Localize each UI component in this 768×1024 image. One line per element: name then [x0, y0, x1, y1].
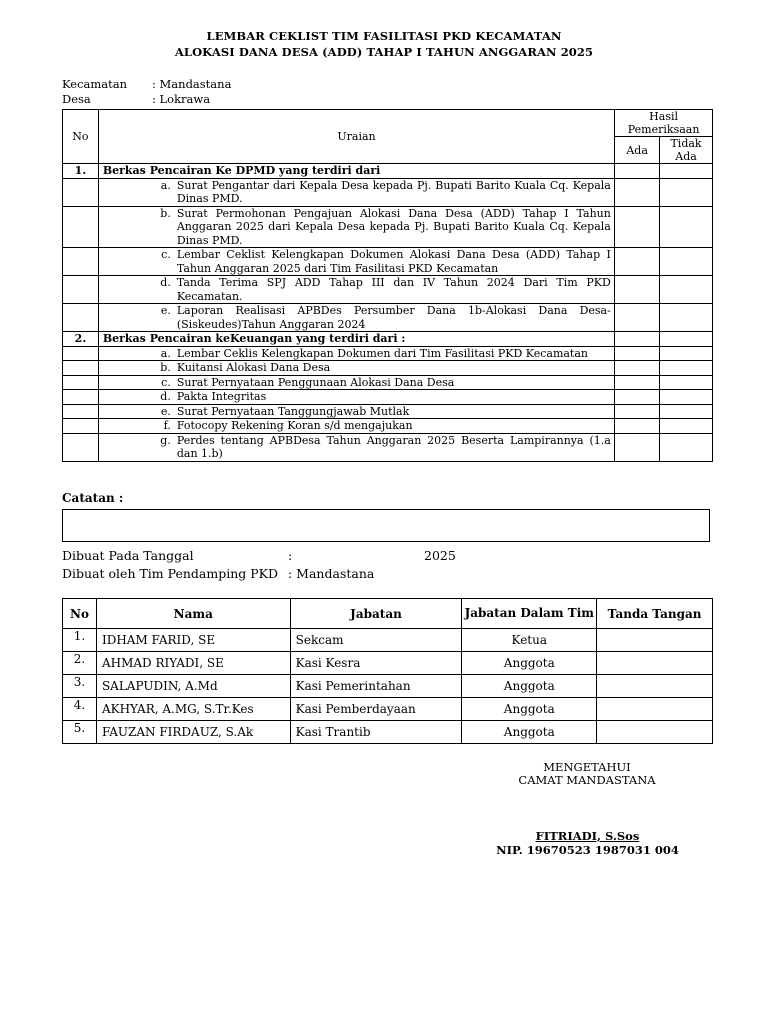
- team-role-cell: Ketua: [462, 629, 597, 652]
- item-letter: e.: [160, 404, 171, 418]
- team-role-cell: Anggota: [462, 652, 597, 675]
- team-no-cell: 5.: [63, 721, 97, 744]
- section-title: Berkas Pencairan keKeuangan yang terdiri dari :: [98, 332, 614, 347]
- dibuat-tanggal-row: [62, 548, 456, 563]
- ada-cell[interactable]: [615, 276, 660, 304]
- ada-cell[interactable]: [615, 375, 660, 390]
- item-letter: g.: [160, 433, 171, 447]
- item-number-cell: [63, 375, 99, 390]
- item-text: Lembar Ceklis Kelengkapan Dokumen dari Tim Fasilitasi PKD Kecamatan: [176, 346, 588, 360]
- col-uraian-header: Uraian: [98, 110, 614, 164]
- tidak-ada-cell[interactable]: [660, 361, 713, 376]
- item-number-cell: [63, 361, 99, 376]
- item-text: Perdes tentang APBDesa Tahun Anggaran 2025 Beserta Lampirannya (1.a dan 1.b): [176, 433, 611, 460]
- tidak-ada-cell[interactable]: [660, 419, 713, 434]
- ada-cell[interactable]: [615, 248, 660, 276]
- ada-cell[interactable]: [615, 206, 660, 248]
- catatan-box: [62, 509, 710, 542]
- team-no-cell: 2.: [63, 652, 97, 675]
- item-number-cell: [63, 206, 99, 248]
- section-title: Berkas Pencairan Ke DPMD yang terdiri dari: [98, 164, 614, 179]
- item-letter: c.: [161, 375, 171, 389]
- item-number-cell: [63, 419, 99, 434]
- tidak-ada-cell[interactable]: [660, 304, 713, 332]
- checklist-item-row: [63, 206, 713, 248]
- checklist-item-row: [63, 419, 713, 434]
- item-number-cell: [63, 390, 99, 405]
- tidak-ada-cell[interactable]: [660, 390, 713, 405]
- document-title-line1: LEMBAR CEKLIST TIM FASILITASI PKD KECAMATAN: [206, 29, 562, 43]
- team-name-cell: FAUZAN FIRDAUZ, S.Ak: [96, 721, 290, 744]
- item-letter: d.: [160, 390, 171, 403]
- item-text: Surat Permohonan Pengajuan Alokasi Dana Desa (ADD) Tahap I Tahun Anggaran 2025 dari Kepala Desa kepada Pj. Bupati Barito Kuala Cq. Kepala Dinas PMD.: [176, 206, 611, 247]
- team-row: [63, 721, 713, 744]
- team-name-cell: SALAPUDIN, A.Md: [96, 675, 290, 698]
- team-signature-cell[interactable]: [597, 698, 713, 721]
- checklist-item-row: [63, 361, 713, 376]
- tidak-ada-cell[interactable]: [660, 404, 713, 419]
- checklist-item-row: [63, 390, 713, 405]
- item-text: Kuitansi Alokasi Dana Desa: [176, 361, 331, 374]
- team-signature-cell[interactable]: [597, 629, 713, 652]
- dibuat-tanggal-year: 2025: [424, 548, 456, 563]
- col-tidak-ada-header: Tidak Ada: [660, 137, 713, 164]
- team-jabatan-cell: Kasi Trantib: [290, 721, 462, 744]
- item-description-cell: [98, 178, 614, 206]
- desa-value: : Lokrawa: [152, 92, 211, 106]
- item-description-cell: [98, 361, 614, 376]
- ada-cell[interactable]: [615, 304, 660, 332]
- document-title-line2: ALOKASI DANA DESA (ADD) TAHAP I TAHUN ANGGARAN 2025: [174, 45, 594, 59]
- item-number-cell: [63, 276, 99, 304]
- ada-cell[interactable]: [615, 346, 660, 361]
- tidak-ada-cell[interactable]: [660, 206, 713, 248]
- camat-label: CAMAT MANDASTANA: [518, 773, 656, 787]
- team-name-cell: AKHYAR, A.MG, S.Tr.Kes: [96, 698, 290, 721]
- team-row: [63, 629, 713, 652]
- item-description-cell: [98, 419, 614, 434]
- item-description-cell: [98, 375, 614, 390]
- item-letter: b.: [160, 206, 171, 220]
- item-number-cell: [63, 304, 99, 332]
- dibuat-oleh-row: [62, 566, 374, 581]
- col-no-header: No: [63, 110, 99, 164]
- kecamatan-value: : Mandastana: [152, 77, 232, 91]
- tidak-ada-cell[interactable]: [660, 276, 713, 304]
- ada-cell[interactable]: [615, 419, 660, 434]
- item-letter: c.: [161, 248, 171, 261]
- signatory-name: FITRIADI, S.Sos: [535, 829, 640, 843]
- item-description-cell: [98, 276, 614, 304]
- team-row: [63, 652, 713, 675]
- dibuat-oleh-label: Dibuat oleh Tim Pendamping PKD: [62, 566, 279, 581]
- nama-header: Nama: [96, 599, 290, 629]
- tidak-ada-cell[interactable]: [660, 332, 713, 347]
- signatory-nip: NIP. 19670523 1987031 004: [496, 843, 679, 857]
- item-letter: e.: [160, 304, 171, 317]
- item-letter: b.: [160, 361, 171, 374]
- item-text: Lembar Ceklist Kelengkapan Dokumen Alokasi Dana Desa (ADD) Tahap I Tahun Anggaran 2025 dari Tim Fasilitasi PKD Kecamatan: [176, 248, 611, 275]
- team-signature-cell[interactable]: [597, 652, 713, 675]
- jabatan-header: Jabatan: [290, 599, 462, 629]
- ada-cell[interactable]: [615, 178, 660, 206]
- checklist-table: [62, 109, 713, 462]
- team-jabatan-cell: Kasi Kesra: [290, 652, 462, 675]
- ada-cell[interactable]: [615, 433, 660, 461]
- item-text: Laporan Realisasi APBDes Persumber Dana 1b-Alokasi Dana Desa-(Siskeudes)Tahun Anggaran 2024: [176, 304, 611, 331]
- checklist-item-row: [63, 304, 713, 332]
- team-jabatan-cell: Sekcam: [290, 629, 462, 652]
- section-number: 1.: [63, 164, 99, 179]
- team-jabatan-cell: Kasi Pemberdayaan: [290, 698, 462, 721]
- item-text: Surat Pengantar dari Kepala Desa kepada Pj. Bupati Barito Kuala Cq. Kepala Dinas PMD.: [176, 178, 611, 205]
- section-number: 2.: [63, 332, 99, 347]
- item-number-cell: [63, 433, 99, 461]
- item-text: Surat Pernyataan Tanggungjawab Mutlak: [176, 404, 410, 418]
- desa-row: [62, 92, 210, 106]
- team-role-cell: Anggota: [462, 675, 597, 698]
- team-signature-cell[interactable]: [597, 675, 713, 698]
- item-description-cell: [98, 206, 614, 248]
- ada-cell[interactable]: [615, 164, 660, 179]
- team-role-cell: Anggota: [462, 698, 597, 721]
- mengetahui-label: MENGETAHUI: [543, 760, 631, 774]
- checklist-item-row: [63, 346, 713, 361]
- item-letter: a.: [160, 178, 171, 192]
- item-number-cell: [63, 346, 99, 361]
- item-description-cell: [98, 433, 614, 461]
- item-description-cell: [98, 390, 614, 405]
- item-text: Fotocopy Rekening Koran s/d mengajukan: [176, 419, 413, 432]
- item-number-cell: [63, 404, 99, 419]
- item-description-cell: [98, 304, 614, 332]
- no-header: No: [63, 599, 97, 629]
- item-letter: a.: [160, 346, 171, 360]
- checklist-item-row: [63, 404, 713, 419]
- tanda-tangan-header: Tanda Tangan: [597, 599, 713, 629]
- team-signature-cell[interactable]: [597, 721, 713, 744]
- section-row: [63, 164, 713, 179]
- team-no-cell: 4.: [63, 698, 97, 721]
- item-text: Pakta Integritas: [176, 390, 267, 403]
- ada-cell[interactable]: [615, 361, 660, 376]
- item-number-cell: [63, 248, 99, 276]
- tidak-ada-cell[interactable]: [660, 248, 713, 276]
- team-row: [63, 675, 713, 698]
- team-row: [63, 698, 713, 721]
- tidak-ada-cell[interactable]: [660, 178, 713, 206]
- team-name-cell: IDHAM FARID, SE: [96, 629, 290, 652]
- col-ada-header: Ada: [615, 137, 660, 164]
- checklist-item-row: [63, 276, 713, 304]
- checklist-item-row: [63, 248, 713, 276]
- dibuat-oleh-value: : Mandastana: [288, 566, 375, 581]
- dibuat-tanggal-label: Dibuat Pada Tanggal: [62, 548, 194, 563]
- team-no-cell: 3.: [63, 675, 97, 698]
- item-description-cell: [98, 248, 614, 276]
- ada-cell[interactable]: [615, 390, 660, 405]
- checklist-item-row: [63, 433, 713, 461]
- dibuat-tanggal-colon: :: [288, 548, 293, 563]
- team-no-cell: 1.: [63, 629, 97, 652]
- item-description-cell: [98, 404, 614, 419]
- team-jabatan-cell: Kasi Pemerintahan: [290, 675, 462, 698]
- desa-label: Desa: [62, 92, 91, 106]
- team-role-cell: Anggota: [462, 721, 597, 744]
- checklist-item-row: [63, 178, 713, 206]
- checklist-item-row: [63, 375, 713, 390]
- item-description-cell: [98, 346, 614, 361]
- section-row: [63, 332, 713, 347]
- jabatan-tim-header: Jabatan Dalam Tim: [462, 599, 597, 629]
- tidak-ada-cell[interactable]: [660, 433, 713, 461]
- col-hasil-header: Hasil Pemeriksaan: [615, 110, 713, 137]
- item-letter: f.: [163, 419, 171, 432]
- kecamatan-row: [62, 77, 231, 91]
- item-text: Tanda Terima SPJ ADD Tahap III dan IV Tahun 2024 Dari Tim PKD Kecamatan.: [176, 276, 611, 303]
- ada-cell[interactable]: [615, 332, 660, 347]
- catatan-label: Catatan :: [62, 491, 124, 505]
- ada-cell[interactable]: [615, 404, 660, 419]
- team-name-cell: AHMAD RIYADI, SE: [96, 652, 290, 675]
- kecamatan-label: Kecamatan: [62, 77, 128, 91]
- team-table: [62, 598, 713, 744]
- item-number-cell: [63, 178, 99, 206]
- tidak-ada-cell[interactable]: [660, 346, 713, 361]
- tidak-ada-cell[interactable]: [660, 164, 713, 179]
- item-text: Surat Pernyataan Penggunaan Alokasi Dana Desa: [176, 375, 455, 389]
- item-letter: d.: [160, 276, 171, 289]
- tidak-ada-cell[interactable]: [660, 375, 713, 390]
